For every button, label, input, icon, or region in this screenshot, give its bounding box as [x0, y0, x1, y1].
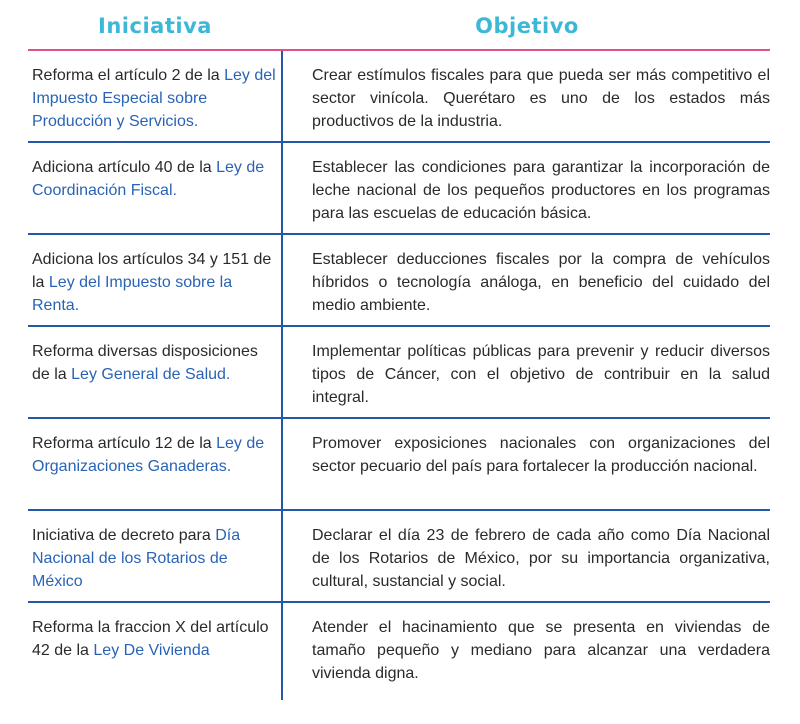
- table-row: [28, 511, 770, 603]
- iniciativa-text: Iniciativa de decreto para: [32, 527, 216, 544]
- objetivo-cell: Establecer deducciones fiscales por la compra de vehículos híbridos o tecnología análoga, en beneficio del cuidado del medio ambiente.: [312, 251, 770, 314]
- initiatives-table: [28, 51, 770, 698]
- table-row: [28, 327, 770, 419]
- law-link[interactable]: Ley del Impuesto sobre la Renta.: [32, 274, 233, 314]
- table-row: [28, 143, 770, 235]
- objetivo-cell: Establecer las condiciones para garantizar la incorporación de leche nacional de los pequeños productores en los programas para las escuelas de educación básica.: [312, 159, 770, 222]
- iniciativa-cell: [32, 64, 277, 133]
- table-row: [28, 51, 770, 143]
- law-link[interactable]: Ley General de Salud.: [71, 366, 231, 383]
- iniciativa-cell: [32, 432, 277, 478]
- objetivo-cell: Declarar el día 23 de febrero de cada año como Día Nacional de los Rotarios de México, por su importancia organizativa, cultural, sustancial y social.: [312, 527, 770, 590]
- law-link[interactable]: Ley de Coordinación Fiscal.: [32, 159, 265, 199]
- law-link[interactable]: Día Nacional de los Rotarios de México: [32, 527, 241, 590]
- iniciativa-cell: [32, 156, 277, 202]
- objetivo-cell: Atender el hacinamiento que se presenta en viviendas de tamaño pequeño y mediano para alcanzar una verdadera vivienda digna.: [312, 619, 770, 682]
- iniciativa-text: Adiciona los artículos 34 y 151 de la: [32, 251, 272, 291]
- law-link[interactable]: Ley de Organizaciones Ganaderas.: [32, 435, 265, 475]
- iniciativa-cell: [32, 616, 277, 662]
- iniciativa-text: Reforma la fraccion X del artículo 42 de la: [32, 619, 269, 659]
- table-row: [28, 603, 770, 698]
- iniciativa-text: Adiciona artículo 40 de la: [32, 159, 217, 176]
- header-objetivo: Objetivo: [475, 14, 579, 38]
- iniciativa-text: Reforma el artículo 2 de la: [32, 67, 225, 84]
- objetivo-cell: Promover exposiciones nacionales con organizaciones del sector pecuario del país para fortalecer la producción nacional.: [312, 435, 770, 475]
- objetivo-cell: Implementar políticas públicas para prevenir y reducir diversos tipos de Cáncer, con el objetivo de contribuir en la salud integral.: [312, 343, 770, 406]
- objetivo-cell: Crear estímulos fiscales para que pueda ser más competitivo el sector vinícola. Querétaro es uno de los estados más productivos de la industria.: [312, 67, 770, 130]
- iniciativa-text: Reforma artículo 12 de la: [32, 435, 217, 452]
- iniciativa-cell: [32, 340, 277, 386]
- law-link[interactable]: Ley De Vivienda: [93, 642, 210, 659]
- iniciativa-cell: [32, 524, 277, 593]
- header-iniciativa: Iniciativa: [98, 14, 212, 38]
- iniciativa-text: Reforma diversas disposiciones de la: [32, 343, 258, 383]
- table-row: [28, 235, 770, 327]
- law-link[interactable]: Ley del Impuesto Especial sobre Producción y Servicios.: [32, 67, 276, 130]
- table-row: [28, 419, 770, 511]
- iniciativa-cell: [32, 248, 277, 317]
